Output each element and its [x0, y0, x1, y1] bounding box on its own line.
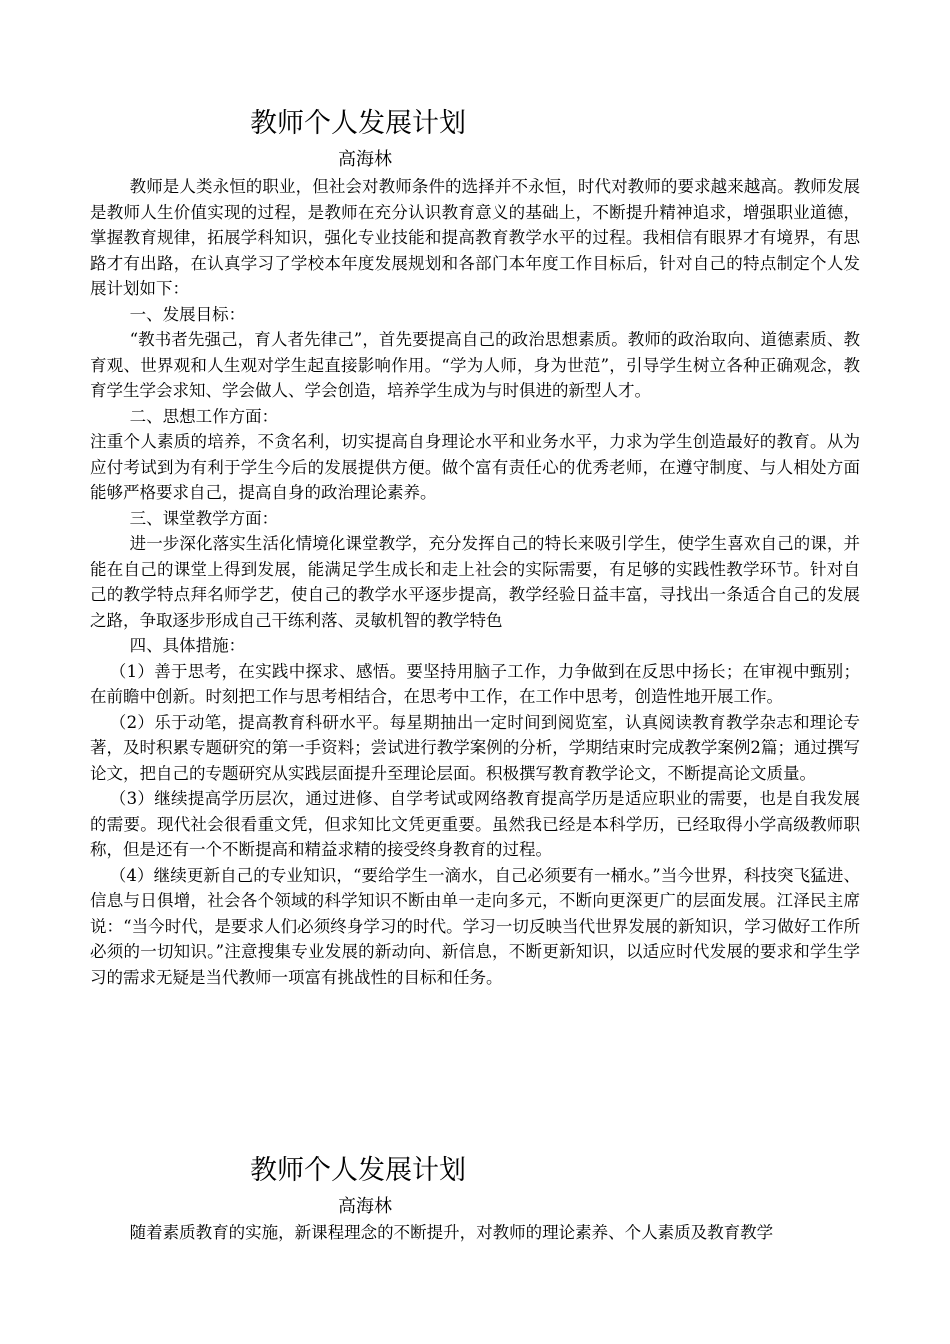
heading-classroom: 三、课堂教学方面： [129, 508, 279, 528]
paragraph-measure-2: （2）乐于动笔，提高教育科研水平。每星期抽出一定时间到阅览室，认真阅读教育教学杂志和理论专著，及时积累专题研究的第一手资料；尝试进行教学案例的分析，学期结束时完成教学案例2篇；通过撰写论文，把自己的专题研究从实践层面提升至理论层面。积极撰写教育教学论文，不断提高论文质量。 [90, 712, 860, 783]
paragraph-goals: “教书者先强己，育人者先律己”，首先要提高自己的政治思想素质。教师的政治取向、道德素质、教育观、世界观和人生观对学生起直接影响作用。“学为人师，身为世范”，引导学生树立各种正确观念，教育学生学会求知、学会做人、学会创造，培养学生成为与时俱进的新型人才。 [90, 330, 860, 400]
heading-measures: 四、具体措施： [129, 636, 246, 655]
document-author-2: 高海林 [338, 1196, 392, 1217]
heading-thought-work: 二、思想工作方面： [129, 406, 279, 426]
document-author: 高海林 [338, 149, 392, 170]
document-body [90, 174, 860, 990]
heading-goals: 一、发展目标： [129, 304, 246, 324]
paragraph-measure-3: （3）继续提高学历层次，通过进修、自学考试或网络教育提高学历是适应职业的需要，也是自我发展的需要。现代社会很看重文凭，但求知比文凭更重要。虽然我已经是本科学历，已经取得小学高级教师职称，但是还有一个不断提高和精益求精的接受终身教育的过程。 [90, 789, 860, 859]
paragraph-measure-4: （4）继续更新自己的专业知识，“要给学生一滴水，自己必须要有一桶水。”当今世界，科技突飞猛进、信息与日俱增，社会各个领域的科学知识不断由单一走向多元，不断向更深更广的层面发展。江泽民主席说：“当今时代，是要求人们必须终身学习的时代。学习一切反映当代世界发展的新知识，学习做好工作所必须的一切知识。”注意搜集专业发展的新动向、新信息，不断更新知识，以适应时代发展的要求和学生学习的需求无疑是当代教师一项富有挑战性的目标和任务。 [90, 865, 860, 987]
paragraph-classroom: 进一步深化落实生活化情境化课堂教学，充分发挥自己的特长来吸引学生，使学生喜欢自己的课，并能在自己的课堂上得到发展，能满足学生成长和走上社会的实际需要，有足够的实践性教学环节。针对自己的教学特点拜名师学艺，使自己的教学水平逐步提高，教学经验日益丰富，寻找出一条适合自己的发展之路，争取逐步形成自己干练利落、灵敏机智的教学特色 [90, 534, 860, 630]
paragraph-intro: 教师是人类永恒的职业，但社会对教师条件的选择并不永恒，时代对教师的要求越来越高。教师发展是教师人生价值实现的过程，是教师在充分认识教育意义的基础上，不断提升精神追求，增强职业道德，掌握教育规律，拓展学科知识，强化专业技能和提高教育教学水平的过程。我相信有眼界才有境界，有思路才有出路，在认真学习了学校本年度发展规划和各部门本年度工作目标后，针对自己的特点制定个人发展计划如下： [90, 177, 860, 298]
document-title: 教师个人发展计划 [250, 108, 466, 139]
paragraph-intro-2: 随着素质教育的实施，新课程理念的不断提升，对教师的理论素养、个人素质及教育教学 [129, 1223, 774, 1242]
paragraph-measure-1: （1）善于思考，在实践中探求、感悟。要坚持用脑子工作，力争做到在反思中扬长；在审视中甄别；在前瞻中创新。时刻把工作与思考相结合，在思考中工作，在工作中思考，创造性地开展工作。 [90, 661, 860, 706]
document-title-2: 教师个人发展计划 [250, 1155, 466, 1186]
document-body-2 [90, 1220, 860, 1246]
paragraph-thought-work: 注重个人素质的培养，不贪名利，切实提高自身理论水平和业务水平，力求为学生创造最好的教育。从为应付考试到为有利于学生今后的发展提供方便。做个富有责任心的优秀老师，在遵守制度、与人相处方面能够严格要求自己，提高自身的政治理论素养。 [90, 432, 860, 502]
